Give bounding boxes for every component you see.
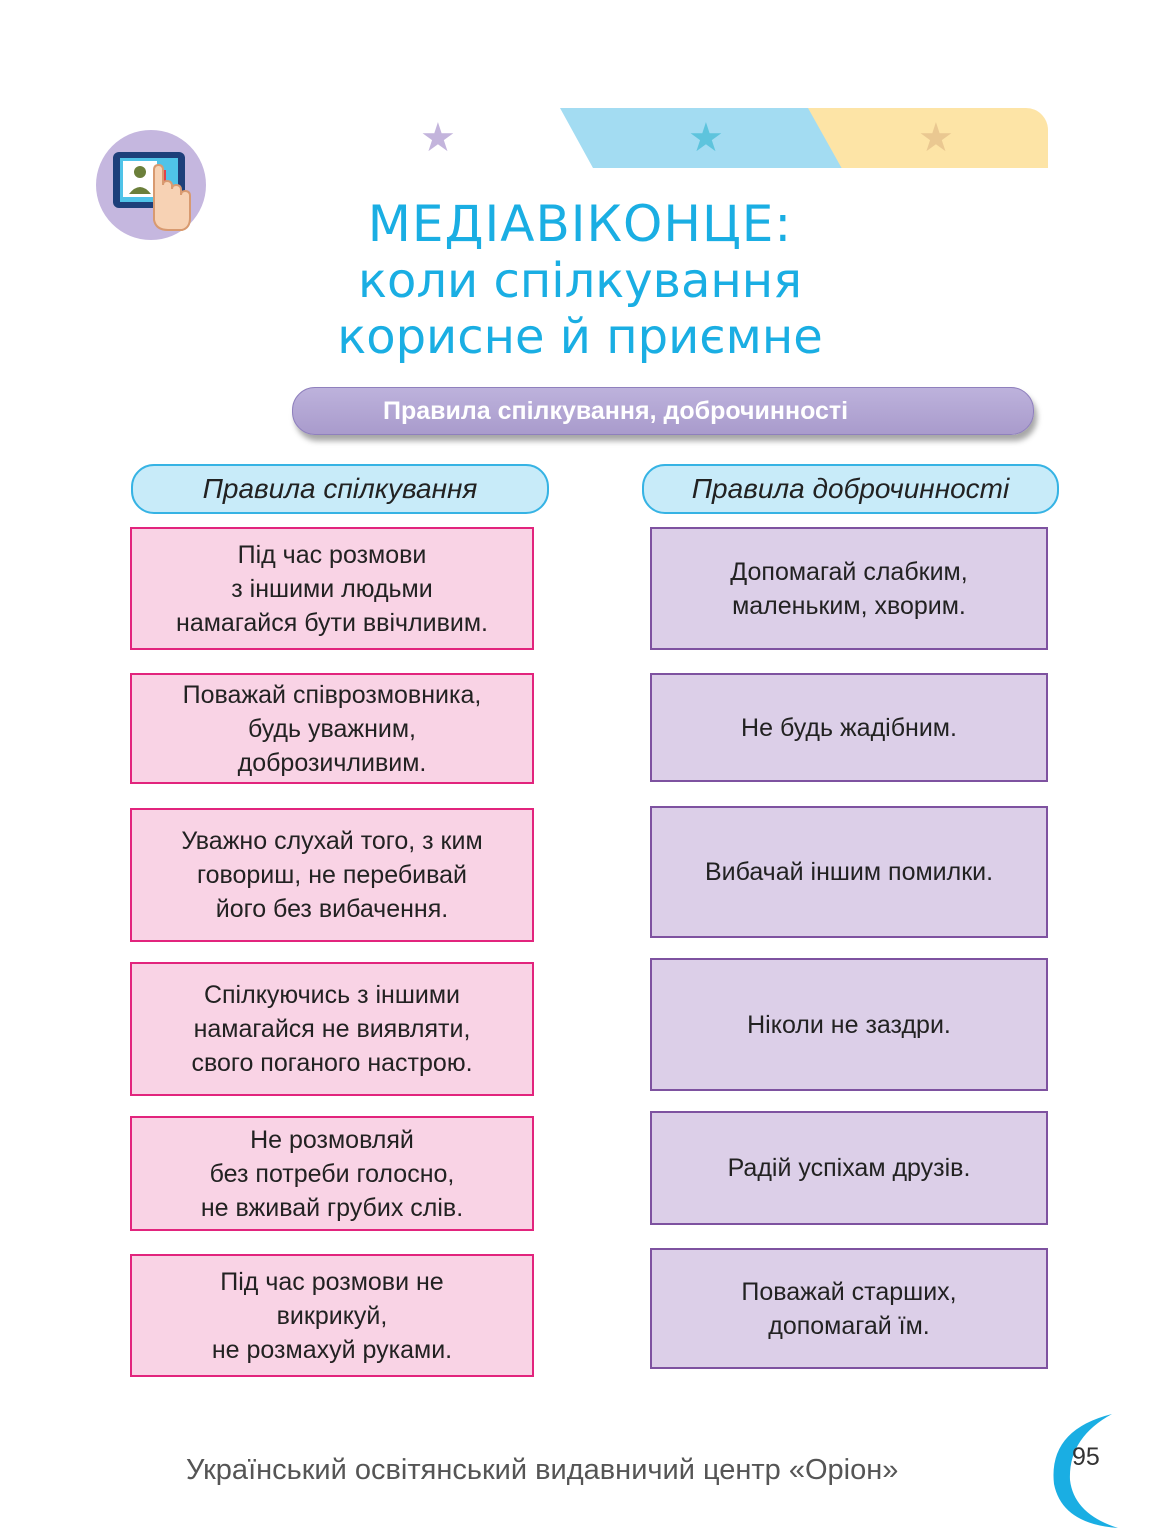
charity-rule-box: Вибачай іншим помилки.	[650, 806, 1048, 938]
page-title	[230, 195, 930, 365]
tablet-touch-icon	[96, 130, 206, 240]
communication-rule-box: Не розмовляй без потреби голосно, не вживай грубих слів.	[130, 1116, 534, 1231]
charity-rule-box: Ніколи не заздри.	[650, 958, 1048, 1091]
communication-rule-box: Під час розмови з іншими людьми намагайся бути ввічливим.	[130, 527, 534, 650]
page-number: 95	[1072, 1443, 1100, 1471]
charity-rule-box: Радій успіхам друзів.	[650, 1111, 1048, 1225]
title-line: МЕДІАВІКОНЦЕ:	[367, 195, 793, 253]
communication-rule-box: Уважно слухай того, з ким говориш, не перебивай його без вибачення.	[130, 808, 534, 942]
star-icon: ★	[688, 115, 724, 161]
title-line: коли спілкування	[357, 253, 803, 309]
charity-rule-box: Допомагай слабким, маленьким, хворим.	[650, 527, 1048, 650]
section-banner-label: Правила спілкування, доброчинності	[383, 397, 849, 425]
publisher-footer: Український освітянський видавничий центр «Оріон»	[186, 1454, 899, 1486]
title-line: корисне й приємне	[337, 309, 823, 365]
column-header-communication: Правила спілкування	[131, 464, 549, 514]
charity-rule-box: Поважай старших, допомагай їм.	[650, 1248, 1048, 1369]
communication-rule-box: Під час розмови не викрикуй, не розмахуй руками.	[130, 1254, 534, 1377]
star-icon: ★	[918, 115, 954, 161]
column-header-charity: Правила доброчинності	[642, 464, 1059, 514]
communication-rule-box: Поважай співрозмовника, будь уважним, доброзичливим.	[130, 673, 534, 784]
charity-rule-box: Не будь жадібним.	[650, 673, 1048, 782]
communication-rule-box: Спілкуючись з іншими намагайся не виявляти, свого поганого настрою.	[130, 962, 534, 1096]
section-banner	[292, 387, 1034, 435]
star-icon: ★	[420, 115, 456, 161]
